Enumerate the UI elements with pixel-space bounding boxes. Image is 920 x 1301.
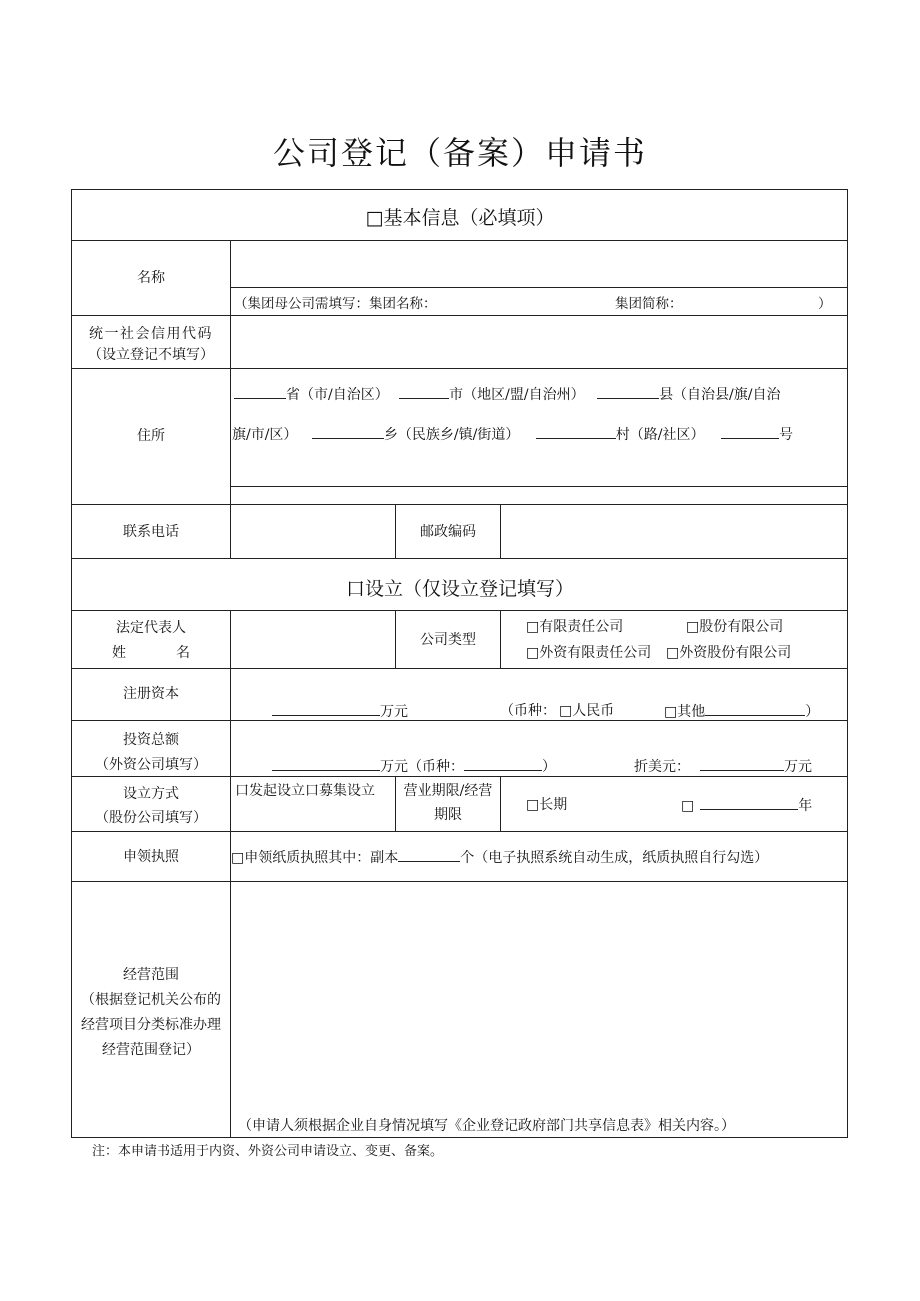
capital-amount-field[interactable] xyxy=(272,701,408,722)
currency-other-checkbox[interactable] xyxy=(664,701,819,722)
scope-field[interactable] xyxy=(231,882,847,1112)
name-label: 名称 xyxy=(137,270,165,286)
page-title: 公司登记（备案）申请书 xyxy=(272,134,647,172)
footnote: 注：本申请书适用于内资、外资公司申请设立、变更、备案。 xyxy=(92,1144,444,1159)
term-label-cont: 期限 xyxy=(434,807,462,823)
credit-code-label: 统一社会信用代码 xyxy=(89,326,213,342)
scope-note-2: 经营项目分类标准办理 xyxy=(81,1017,221,1033)
group-close-paren: ） xyxy=(818,296,832,312)
investment-unit-currency: 万元（币种： xyxy=(380,759,464,775)
type-foreign-llc-checkbox[interactable]: □外资有限责任公司 xyxy=(526,645,652,661)
investment-label: 投资总额 xyxy=(123,732,179,748)
license-paper-note: 个（电子执照系统自动生成，纸质执照自行勾选） xyxy=(460,850,769,866)
method-label: 设立方式 xyxy=(123,786,179,802)
investment-close-paren: ） xyxy=(542,759,556,775)
group-name-hint: （集团母公司需填写：集团名称： xyxy=(234,296,437,312)
company-type-label: 公司类型 xyxy=(420,632,476,648)
number-label: 号 xyxy=(778,427,793,443)
usd-label: 折美元： xyxy=(634,759,690,775)
credit-code-field[interactable] xyxy=(231,316,847,368)
license-paper-checkbox[interactable] xyxy=(231,847,768,868)
phone-label: 联系电话 xyxy=(123,524,179,540)
term-year-unit: 年 xyxy=(798,798,813,814)
address-label: 住所 xyxy=(137,428,165,444)
currency-close-paren: ） xyxy=(805,704,820,720)
usd-unit: 万元 xyxy=(784,759,812,775)
address-line-2[interactable] xyxy=(232,424,793,445)
term-label: 营业期限/经营 xyxy=(403,783,493,799)
postcode-field[interactable] xyxy=(501,505,847,558)
credit-code-note: （设立登记不填写） xyxy=(88,347,214,363)
postcode-label: 邮政编码 xyxy=(420,524,476,540)
term-long-checkbox[interactable]: □长期 xyxy=(526,797,568,813)
investment-note: （外资公司填写） xyxy=(95,757,207,773)
legal-rep-field[interactable] xyxy=(231,611,395,668)
township-label: 乡（民族乡/镇/街道） xyxy=(383,427,520,443)
currency-other-label: □其他 xyxy=(664,704,706,720)
capital-label: 注册资本 xyxy=(123,686,179,702)
currency-rmb-checkbox[interactable]: □人民币 xyxy=(559,703,615,719)
county-label-cont: 旗/市/区） xyxy=(232,427,298,443)
group-short-hint: 集团简称： xyxy=(615,296,683,312)
method-options-checkbox[interactable]: 口发起设立口募集设立 xyxy=(235,783,375,799)
legal-rep-label: 法定代表人 xyxy=(116,620,186,636)
section-setup: 口设立（仅设立登记填写） xyxy=(345,578,574,600)
capital-currency-open: （币种： xyxy=(500,703,556,719)
method-note: （股份公司填写） xyxy=(95,810,207,826)
usd-amount-field[interactable] xyxy=(634,756,812,777)
province-label: 省（市/自治区） xyxy=(286,387,389,403)
term-years-checkbox[interactable]: □ xyxy=(681,798,695,814)
scope-label: 经营范围 xyxy=(123,967,179,983)
address-line-1[interactable] xyxy=(234,384,781,405)
name-field[interactable] xyxy=(231,241,847,287)
capital-unit: 万元 xyxy=(380,704,408,720)
term-years-field[interactable] xyxy=(681,795,812,816)
section-basic-info: □基本信息（必填项） xyxy=(365,207,555,229)
investment-amount-field[interactable] xyxy=(272,756,556,777)
phone-field[interactable] xyxy=(231,505,395,558)
scope-note-1: （根据登记机关公布的 xyxy=(81,992,221,1008)
type-joint-stock-checkbox[interactable]: □股份有限公司 xyxy=(686,619,784,635)
city-label: 市（地区/盟/自治州） xyxy=(449,387,585,403)
legal-rep-label-ming: 名 xyxy=(176,645,190,661)
type-foreign-joint-stock-checkbox[interactable]: □外资股份有限公司 xyxy=(666,645,792,661)
license-paper-label: □申领纸质执照其中：副本 xyxy=(231,850,399,866)
scope-note-3: 经营范围登记） xyxy=(102,1042,200,1058)
scope-hint: （申请人须根据企业自身情况填写《企业登记政府部门共享信息表》相关内容。） xyxy=(238,1118,735,1134)
type-llc-checkbox[interactable]: □有限责任公司 xyxy=(526,619,624,635)
county-label: 县（自治县/旗/自治 xyxy=(659,387,781,403)
license-label: 申领执照 xyxy=(123,849,179,865)
legal-rep-label-xing: 姓 xyxy=(112,645,126,661)
village-label: 村（路/社区） xyxy=(615,427,705,443)
